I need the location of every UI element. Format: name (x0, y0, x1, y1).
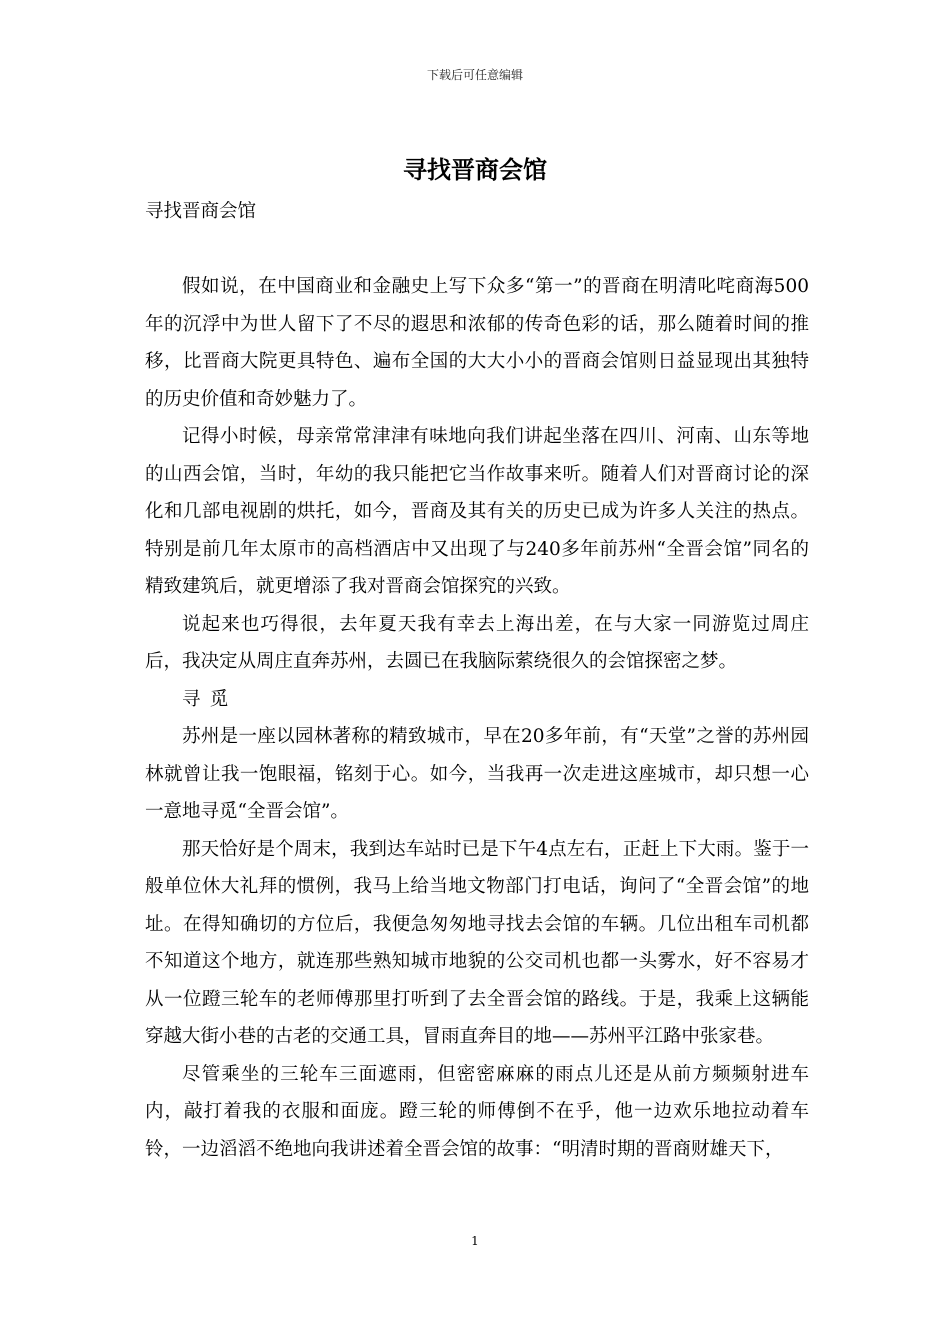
document-subtitle: 寻找晋商会馆 (145, 201, 257, 222)
paragraph: 假如说，在中国商业和金融史上写下众多“第一”的晋商在明清叱咤商海500年的沉浮中为世人留下了不尽的遐思和浓郁的传奇色彩的话，那么随着时间的推移，比晋商大院更具特色、遍布全国的大大小小的晋商会馆则日益显现出其独特的历史价值和奇妙魅力了。 (145, 276, 809, 410)
paragraph: 记得小时候，母亲常常津津有味地向我们讲起坐落在四川、河南、山东等地的山西会馆，当时，年幼的我只能把它当作故事来听。随着人们对晋商讨论的深化和几部电视剧的烘托，如今，晋商及其有关的历史已成为许多人关注的热点。特别是前几年太原市的高档酒店中又出现了与240多年前苏州“全晋会馆”同名的精致建筑后，就更增添了我对晋商会馆探究的兴致。 (145, 426, 809, 597)
paragraph: 那天恰好是个周末，我到达车站时已是下午4点左右，正赶上下大雨。鉴于一般单位休大礼拜的惯例，我马上给当地文物部门打电话，询问了“全晋会馆”的地址。在得知确切的方位后，我便急匆匆地寻找去会馆的车辆。几位出租车司机都不知道这个地方，就连那些熟知城市地貌的公交司机也都一头雾水，好不容易才从一位蹬三轮车的老师傅那里打听到了去全晋会馆的路线。于是，我乘上这辆能穿越大街小巷的古老的交通工具，冒雨直奔目的地——苏州平江路中张家巷。 (145, 838, 809, 1047)
page-number: 1 (471, 1234, 479, 1248)
section-heading: 寻觅 (182, 688, 238, 710)
document-title: 寻找晋商会馆 (403, 155, 547, 184)
page-header-note: 下载后可任意编辑 (426, 68, 523, 82)
paragraph: 尽管乘坐的三轮车三面遮雨，但密密麻麻的雨点儿还是从前方频频射进车内，敲打着我的衣服和面庞。蹬三轮的师傅倒不在乎，他一边欢乐地拉动着车铃，一边滔滔不绝地向我讲述着全晋会馆的故事：“明清时期的晋商财雄天下， (145, 1063, 809, 1160)
paragraph: 苏州是一座以园林著称的精致城市，早在20多年前，有“天堂”之誉的苏州园林就曾让我一饱眼福，铭刻于心。如今，当我再一次走进这座城市，却只想一心一意地寻觅“全晋会馆”。 (145, 726, 809, 822)
document-body (145, 193, 809, 1168)
blank-line (145, 231, 809, 269)
paragraph: 说起来也巧得很，去年夏天我有幸去上海出差，在与大家一同游览过周庄后，我决定从周庄直奔苏州，去圆已在我脑际萦绕很久的会馆探密之梦。 (145, 613, 809, 672)
